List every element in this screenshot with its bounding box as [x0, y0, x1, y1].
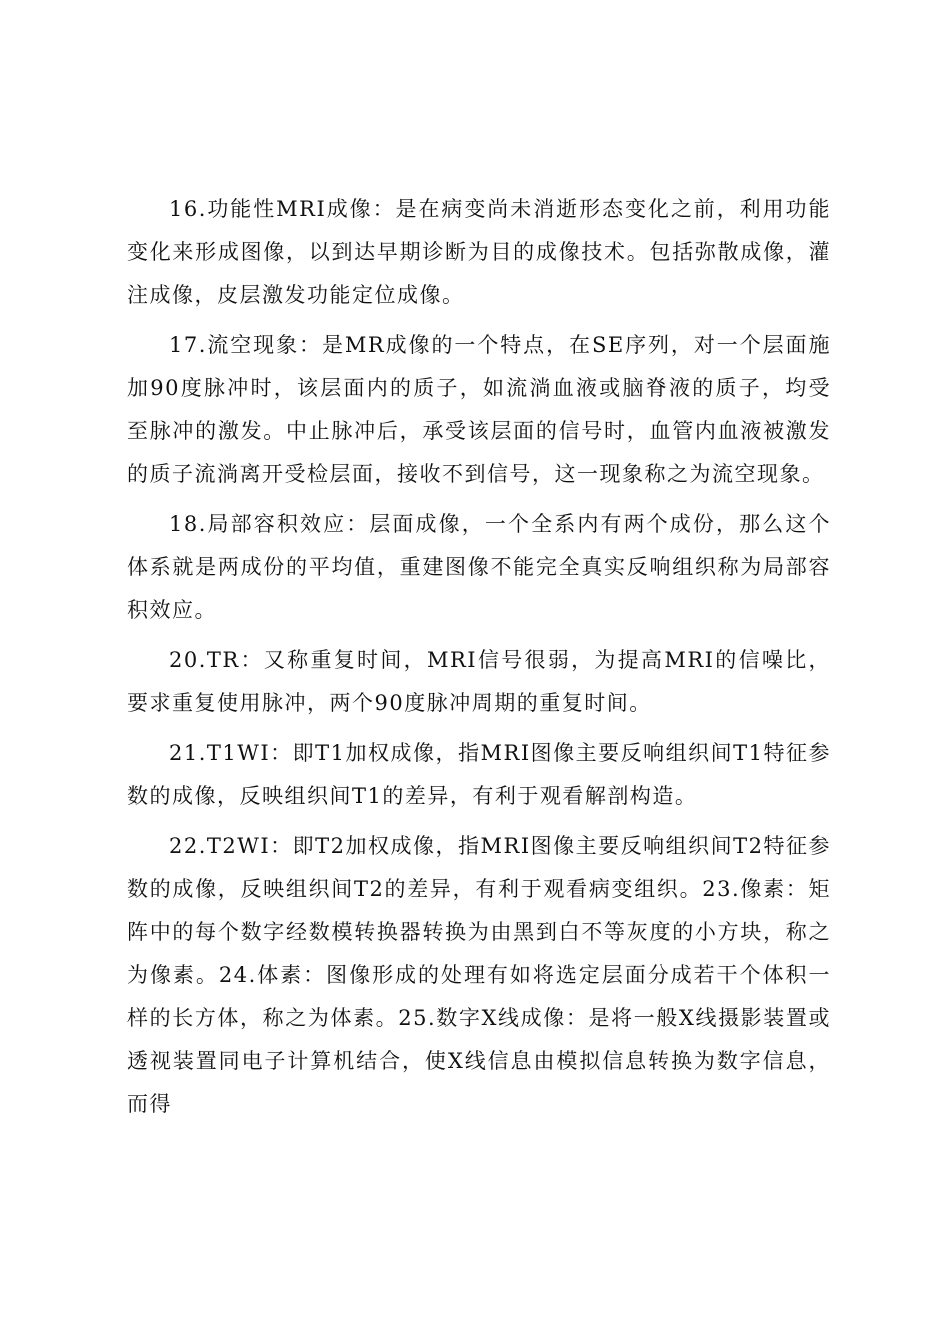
paragraph-21-t1wi: 21.T1WI：即T1加权成像，指MRI图像主要反响组织间T1特征参数的成像，反映组织间T1的差异，有利于观看解剖构造。	[127, 741, 831, 808]
paragraph-16-functional-mri: 16.功能性MRI成像：是在病变尚未消逝形态变化之前，利用功能变化来形成图像，以到达早期诊断为目的成像技术。包括弥散成像，灌注成像，皮层激发功能定位成像。	[127, 197, 831, 307]
paragraph-22-t2wi: 22.T2WI：即T2加权成像，指MRI图像主要反响组织间T2特征参数的成像，反映组织间T2的差异，有利于观看病变组织。23.像素：矩阵中的每个数字经数模转换器转换为由黑到白不等灰度的小方块，称之为像素。24.体素：图像形成的处理有如将选定层面分成若干个体积一样的长方体，称之为体素。25.数字X线成像：是将一般X线摄影装置或透视装置同电子计算机结合，使X线信息由模拟信息转换为数字信息，而得	[127, 834, 831, 1116]
document-body	[127, 188, 831, 1126]
paragraph-18-partial-volume: 18.局部容积效应：层面成像，一个全系内有两个成份，那么这个体系就是两成份的平均值，重建图像不能完全真实反响组织称为局部容积效应。	[127, 512, 831, 622]
paragraph-20-tr: 20.TR：又称重复时间，MRI信号很弱，为提高MRI的信噪比，要求重复使用脉冲，两个90度脉冲周期的重复时间。	[127, 648, 831, 715]
paragraph-17-flow-void: 17.流空现象：是MR成像的一个特点，在SE序列，对一个层面施加90度脉冲时，该层面内的质子，如流淌血液或脑脊液的质子，均受至脉冲的激发。中止脉冲后，承受该层面的信号时，血管内血液被激发的质子流淌离开受检层面，接收不到信号，这一现象称之为流空现象。	[127, 333, 831, 486]
